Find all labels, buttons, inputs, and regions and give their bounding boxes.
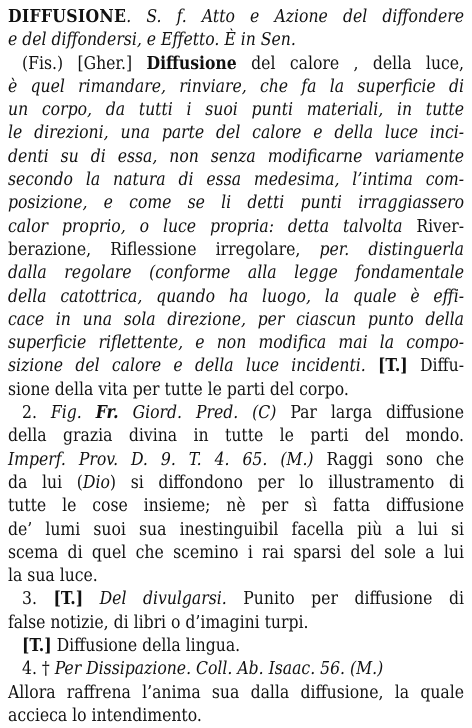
- entry-text-segment: [T.]: [53, 589, 84, 610]
- entry-line: [8, 542, 464, 565]
- entry-text-segment: Raggi sono che: [313, 449, 465, 470]
- entry-text-segment: del calore , della luce,: [236, 53, 465, 74]
- entry-text-segment: Diffu-: [407, 356, 464, 377]
- entry-text-segment: dalla regolare (conforme alla legge fondamentale: [8, 263, 464, 284]
- entry-text-segment: [T.]: [378, 356, 408, 377]
- entry-line: [8, 309, 464, 332]
- entry-line: [8, 262, 464, 285]
- headword: DIFFUSIONE: [8, 7, 127, 27]
- entry-line: [8, 99, 464, 122]
- entry-line: [8, 332, 464, 355]
- entry-text-segment: Fig.: [50, 403, 96, 424]
- entry-line: [8, 355, 464, 378]
- entry-text-segment: Diffusione della lingua.: [51, 636, 241, 657]
- entry-line: [8, 682, 464, 705]
- entry-text-segment: berazione, Riflessione irregolare,: [8, 239, 320, 260]
- entry-text-segment: è quel rimandare, rinviare, che fa la superficie di: [8, 76, 464, 97]
- entry-line: [8, 239, 464, 262]
- entry-line: [8, 286, 464, 309]
- entry-text-segment: secondo la natura di essa medesima, l’intima com-: [8, 170, 464, 191]
- entry-text-segment: Imperf. Prov. D. 9. T. 4. 65. (M.): [8, 449, 314, 470]
- entry-text-segment: 2.: [22, 403, 51, 424]
- entry-line: [8, 449, 464, 472]
- dictionary-entry-diffusione: [8, 6, 464, 728]
- entry-text-segment: denti su di essa, non senza modificarne variamente: [8, 146, 464, 167]
- entry-text-segment: River-: [416, 216, 464, 237]
- entry-text-segment: accieca lo intendimento.: [8, 705, 202, 726]
- entry-line: [8, 402, 464, 425]
- entry-text-segment: Dio: [82, 472, 110, 493]
- entry-text-segment: false notizie, di libri o d’imagini turpi.: [8, 612, 309, 633]
- entry-text-segment: della grazia divina in tutte le parti del mondo.: [8, 426, 464, 447]
- entry-text-segment: . S. f. Atto e Azione del diffondere: [126, 7, 464, 27]
- entry-text-segment: calor proprio, o luce propria: detta talvolta: [8, 216, 417, 237]
- entry-text-segment: (Fis.) [Gher.]: [22, 53, 147, 74]
- entry-line: [8, 635, 464, 658]
- entry-line: [8, 29, 464, 52]
- entry-text-segment: le direzioni, una parte del calore e della luce inci-: [8, 123, 464, 144]
- entry-line: [8, 192, 464, 215]
- entry-text-segment: e del diffondersi, e Effetto. È in Sen.: [8, 30, 296, 51]
- entry-text-segment: per. distinguerla: [319, 239, 464, 260]
- entry-text-segment: superficie riflettente, e non modifica mai la compo-: [8, 333, 464, 354]
- entry-line: [8, 495, 464, 518]
- entry-text-segment: 3.: [22, 589, 54, 610]
- entry-text-segment: Diffusione: [146, 53, 237, 74]
- entry-line: [8, 658, 464, 681]
- entry-text-segment: [T.]: [22, 636, 52, 657]
- entry-line: [8, 612, 464, 635]
- entry-text-segment: della catottrica, quando ha luogo, la quale è effi-: [8, 286, 464, 307]
- entry-line: [8, 122, 464, 145]
- entry-line: [8, 379, 464, 402]
- entry-text-segment: da lui (: [8, 472, 83, 493]
- entry-line: [8, 588, 464, 611]
- entry-text-segment: un corpo, da tutti i suoi punti materiali, in tutte: [8, 100, 464, 121]
- entry-text-segment: sizione del calore e della luce incidenti.: [8, 356, 379, 377]
- entry-text-segment: Giord. Pred. (C): [118, 403, 277, 424]
- entry-line: [8, 53, 464, 76]
- entry-line: [8, 472, 464, 495]
- entry-text-segment: Per Dissipazione. Coll. Ab. Isaac. 56. (M.): [54, 659, 384, 680]
- entry-text-segment: scema di quel che scemino i rai sparsi del sole a lui: [8, 542, 464, 563]
- entry-text-segment: Del divulgarsi.: [83, 589, 227, 610]
- entry-text-segment: Allora raffrena l’anima sua dalla diffusione, la quale: [8, 682, 464, 703]
- entry-text-segment: Punito per diffusione di: [226, 589, 464, 610]
- entry-line: [8, 216, 464, 239]
- entry-text-segment: Par larga diffusione: [276, 403, 464, 424]
- entry-line: [8, 519, 464, 542]
- entry-text-segment: Fr.: [95, 403, 119, 424]
- entry-text-segment: cace in una sola direzione, per ciascun punto della: [8, 309, 464, 330]
- entry-line: [8, 169, 464, 192]
- entry-text-segment: la sua luce.: [8, 566, 98, 587]
- entry-text-segment: de’ lumi suoi sua inestinguibil facella più a lui si: [8, 519, 464, 540]
- entry-line: [8, 425, 464, 448]
- entry-line: [8, 705, 464, 728]
- entry-text-segment: ) si diffondono per lo illustramento di: [109, 472, 464, 493]
- entry-line: [8, 76, 464, 99]
- entry-text-segment: tutte le cose insieme; nè per sì fatta diffusione: [8, 496, 464, 517]
- entry-text-segment: posizione, e come se li detti punti irraggiassero: [8, 193, 464, 214]
- entry-line: [8, 6, 464, 29]
- entry-line: [8, 146, 464, 169]
- entry-line: [8, 565, 464, 588]
- entry-text-segment: sione della vita per tutte le parti del corpo.: [8, 379, 349, 400]
- entry-text-segment: 4. †: [22, 659, 55, 680]
